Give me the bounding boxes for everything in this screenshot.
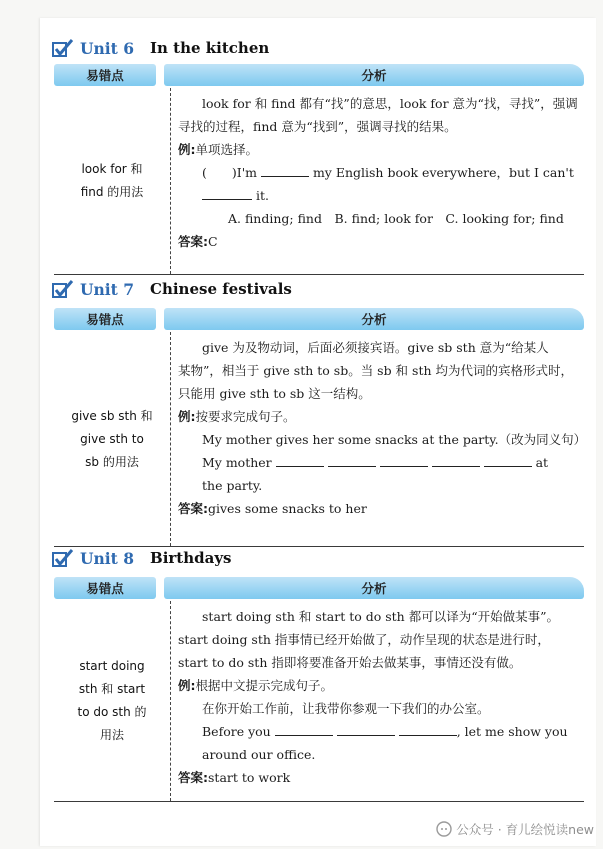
error-point-label: look for 和 find 的用法 xyxy=(80,162,144,199)
answer-blank xyxy=(337,721,395,736)
error-point-label: give sb sth 和 give sth to sb 的用法 xyxy=(71,408,153,469)
question-line: Before you , let me show you xyxy=(178,720,580,743)
intro-line: 只能用 give sth to sb 这一结构。 xyxy=(178,386,371,401)
answer-line: 答案:C xyxy=(178,234,218,249)
unit-7-row xyxy=(54,332,587,547)
unit-6-row xyxy=(54,88,584,275)
options-line: A. finding; find B. find; look for C. looking for; find xyxy=(228,211,564,226)
unit-8-row xyxy=(54,601,584,802)
watermark-text: 公众号 · 育儿绘悦读new xyxy=(456,822,594,837)
header-analysis: 分析 xyxy=(164,64,584,86)
intro-line: 寻找的过程，find 意为“找到”，强调寻找的结果。 xyxy=(178,119,457,134)
example-line: 例:单项选择。 xyxy=(178,142,259,157)
answer-blank xyxy=(432,452,480,467)
watermark xyxy=(436,820,594,838)
analysis-content xyxy=(178,336,587,520)
unit-7-title xyxy=(52,276,292,302)
intro-line: start doing sth 指事情已经开始做了，动作呈现的状态是进行时， xyxy=(178,632,550,647)
question-line: it. xyxy=(178,184,580,207)
page xyxy=(40,18,596,846)
wechat-icon xyxy=(436,821,452,837)
intro-line: start doing sth 和 start to do sth 都可以译为“开始做某事”。 xyxy=(202,609,559,624)
unit-label: Unit 7 xyxy=(80,279,135,299)
example-line: 例:根据中文提示完成句子。 xyxy=(178,678,334,693)
intro-line: 某物”，相当于 give sth to sb。当 sb 和 sth 均为代词的宾格形式时， xyxy=(178,363,573,378)
question-line: the party. xyxy=(202,478,263,493)
checkbox-check-icon xyxy=(52,38,74,58)
answer-blank xyxy=(328,452,376,467)
answer-blank xyxy=(484,452,532,467)
analysis-content xyxy=(178,605,580,789)
answer-blank xyxy=(399,721,457,736)
checkbox-check-icon xyxy=(52,548,74,568)
answer-blank xyxy=(275,721,333,736)
answer-blank xyxy=(261,162,309,177)
column-divider xyxy=(170,601,171,801)
intro-line: give 为及物动词，后面必须接宾语。give sb sth 意为“给某人 xyxy=(202,340,549,355)
header-analysis: 分析 xyxy=(164,577,584,599)
header-analysis: 分析 xyxy=(164,308,584,330)
intro-line: look for 和 find 都有“找”的意思，look for 意为“找，寻找”，强调 xyxy=(202,96,578,111)
unit-name: Chinese festivals xyxy=(150,280,292,298)
unit-name: In the kitchen xyxy=(150,39,270,57)
answer-line: 答案:start to work xyxy=(178,770,291,785)
question-line: around our office. xyxy=(202,747,316,762)
header-error-point: 易错点 xyxy=(54,64,156,86)
column-divider xyxy=(170,88,171,274)
sentence-line: My mother gives her some snacks at the party.（改为同义句） xyxy=(202,432,587,447)
example-line: 例:按要求完成句子。 xyxy=(178,409,296,424)
sentence-line: 在你开始工作前，让我带你参观一下我们的办公室。 xyxy=(202,701,490,716)
answer-blank xyxy=(276,452,324,467)
unit-label: Unit 6 xyxy=(80,38,135,58)
header-error-point: 易错点 xyxy=(54,577,156,599)
intro-line: start to do sth 指即将要准备开始去做某事，事情还没有做。 xyxy=(178,655,522,670)
error-point-label: start doing sth 和 start to do sth 的 用法 xyxy=(77,659,147,742)
unit-name: Birthdays xyxy=(150,549,232,567)
question-line: My mother at xyxy=(178,451,580,474)
answer-blank xyxy=(380,452,428,467)
analysis-content xyxy=(178,92,580,253)
unit-8-title xyxy=(52,545,232,571)
checkbox-check-icon xyxy=(52,279,74,299)
column-divider xyxy=(170,332,171,546)
unit-6-title xyxy=(52,35,269,61)
unit-label: Unit 8 xyxy=(80,548,135,568)
question-line: ( )I'm my English book everywhere，but I can't xyxy=(178,161,580,184)
answer-line: 答案:gives some snacks to her xyxy=(178,501,367,516)
answer-blank xyxy=(202,185,252,200)
header-error-point: 易错点 xyxy=(54,308,156,330)
